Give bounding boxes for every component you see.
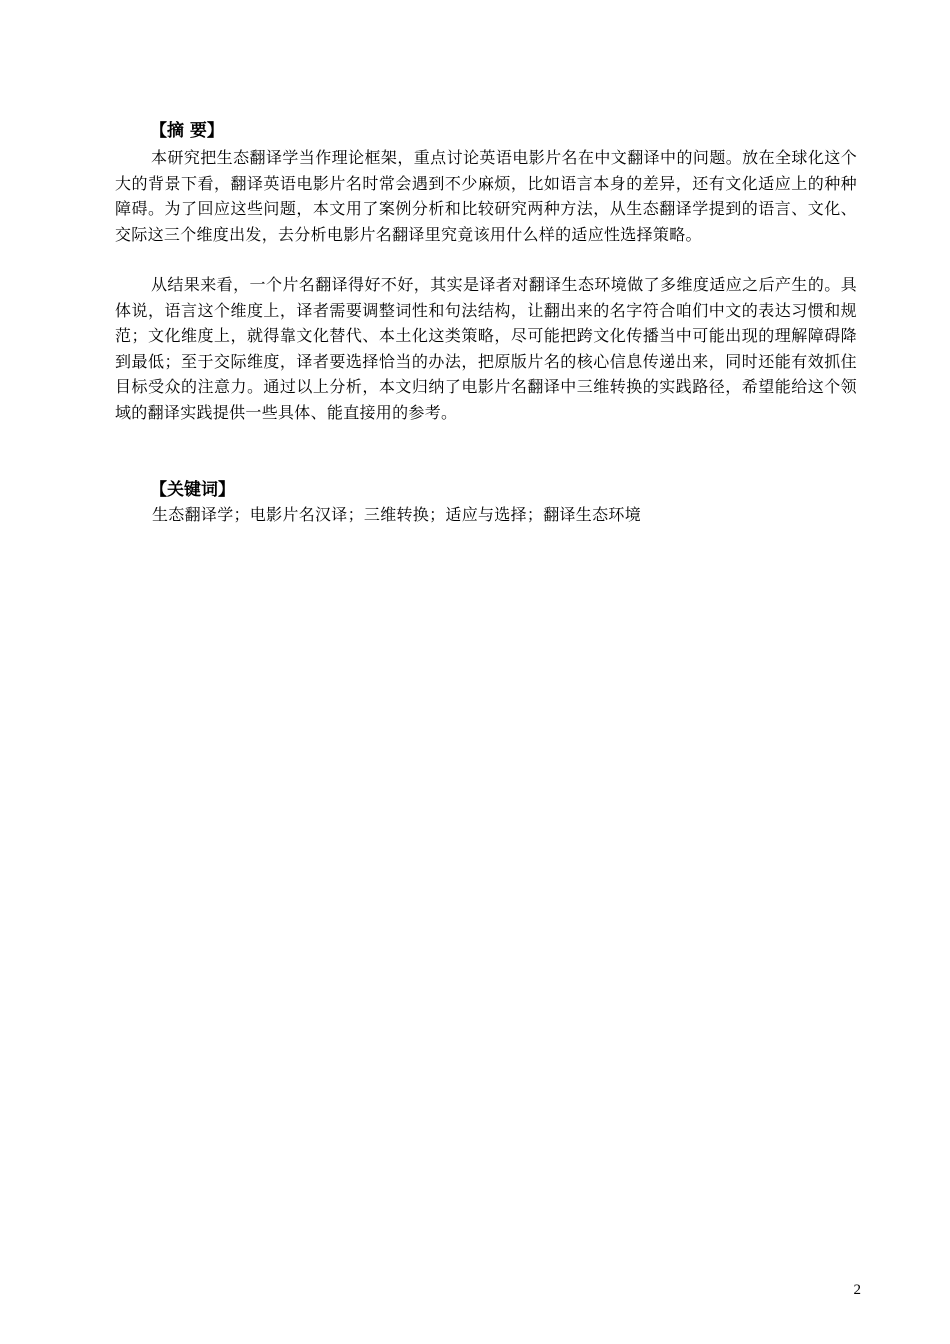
abstract-paragraph-1: 本研究把生态翻译学当作理论框架，重点讨论英语电影片名在中文翻译中的问题。放在全球化这个大的背景下看，翻译英语电影片名时常会遇到不少麻烦，比如语言本身的差异，还有文化适应上的种种障碍。为了回应这些问题，本文用了案例分析和比较研究两种方法，从生态翻译学提到的语言、文化、交际这三个维度出发，去分析电影片名翻译里究竟该用什么样的适应性选择策略。 <box>115 148 857 244</box>
page-number: 2 <box>853 1282 861 1298</box>
abstract-paragraph-2: 从结果来看，一个片名翻译得好不好，其实是译者对翻译生态环境做了多维度适应之后产生的。具体说，语言这个维度上，译者需要调整词性和句法结构，让翻出来的名字符合咱们中文的表达习惯和规范；文化维度上，就得靠文化替代、本土化这类策略，尽可能把跨文化传播当中可能出现的理解障碍降到最低；至于交际维度，译者要选择恰当的办法，把原版片名的核心信息传递出来，同时还能有效抓住目标受众的注意力。通过以上分析，本文归纳了电影片名翻译中三维转换的实践路径，希望能给这个领域的翻译实践提供一些具体、能直接用的参考。 <box>115 275 857 422</box>
keywords-list: 生态翻译学；电影片名汉译；三维转换；适应与选择；翻译生态环境 <box>152 505 642 524</box>
abstract-heading: 【摘 要】 <box>150 121 224 141</box>
keywords-heading: 【关键词】 <box>150 480 235 500</box>
